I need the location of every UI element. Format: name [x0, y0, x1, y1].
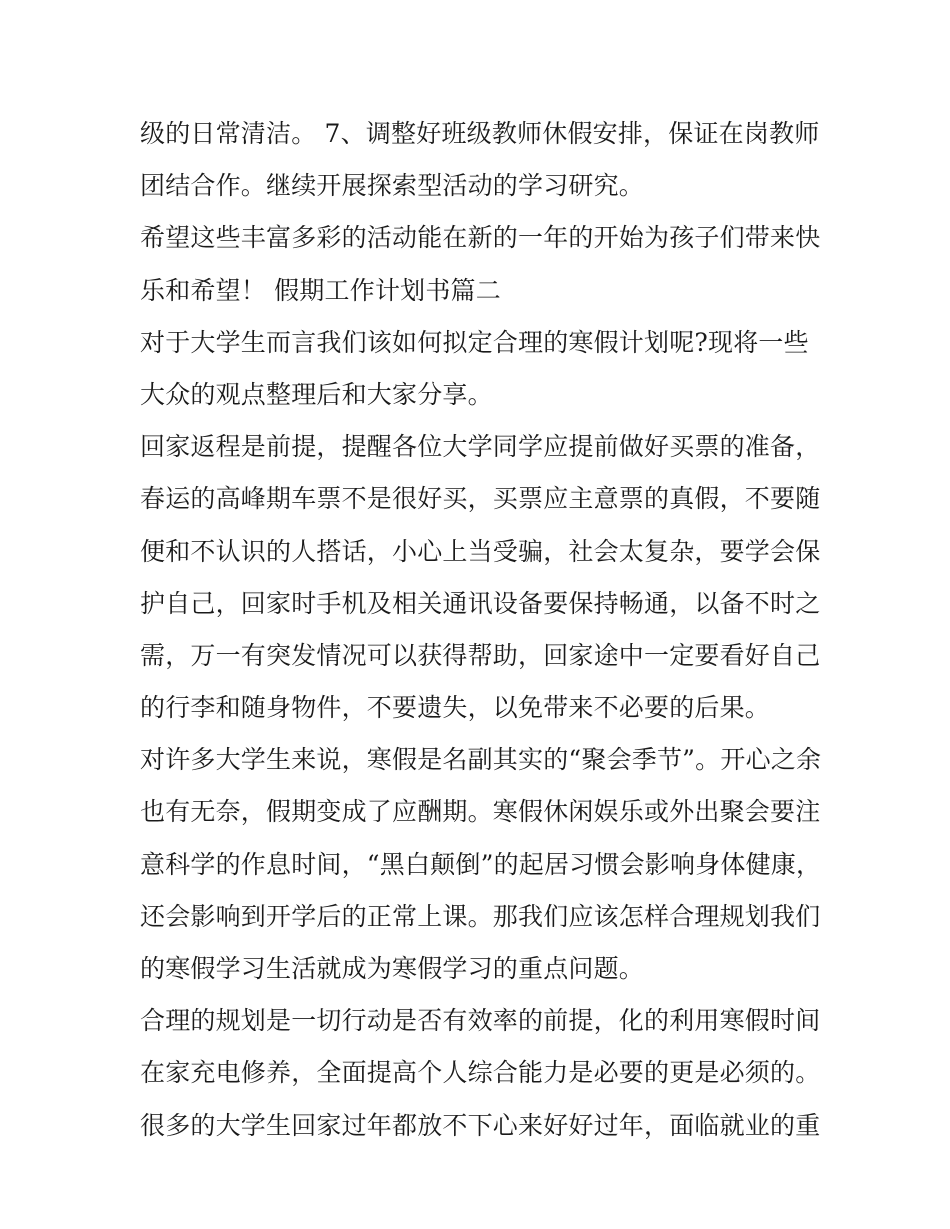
- text-line: 也有无奈，假期变成了应酬期。寒假休闲娱乐或外出聚会要注: [140, 797, 821, 827]
- text-line: 希望这些丰富多彩的活动能在新的一年的开始为孩子们带来快: [140, 223, 821, 253]
- text-line: 需，万一有突发情况可以获得帮助，回家途中一定要看好自己: [140, 640, 821, 670]
- text-line: 在家充电修养，全面提高个人综合能力是必要的更是必须的。: [140, 1058, 821, 1088]
- body-text: [140, 108, 830, 1152]
- text-line: 对许多大学生来说，寒假是名副其实的“聚会季节”。开心之余: [140, 745, 822, 775]
- text-line: 级的日常清洁。 7、调整好班级教师休假安排，保证在岗教师: [140, 119, 820, 148]
- text-line: 大众的观点整理后和大家分享。: [140, 379, 493, 409]
- text-line: 还会影响到开学后的正常上课。那我们应该怎样合理规划我们: [140, 901, 821, 931]
- text-line: 的寒假学习生活就成为寒假学习的重点问题。: [140, 954, 645, 983]
- text-line: 对于大学生而言我们该如何拟定合理的寒假计划呢?现将一些: [140, 327, 809, 357]
- text-line: 意科学的作息时间，“黑白颠倒”的起居习惯会影响身体健康，: [140, 849, 822, 879]
- text-line: 护自己，回家时手机及相关通讯设备要保持畅通，以备不时之: [140, 588, 821, 618]
- text-line: 春运的高峰期车票不是很好买，买票应主意票的真假，不要随: [140, 484, 821, 514]
- text-line: 很多的大学生回家过年都放不下心来好好过年，面临就业的重: [140, 1110, 821, 1140]
- text-line: 便和不认识的人搭话，小心上当受骗，社会太复杂，要学会保: [140, 536, 821, 566]
- text-line: 的行李和随身物件，不要遗失，以免带来不必要的后果。: [140, 693, 771, 723]
- text-line: 回家返程是前提，提醒各位大学同学应提前做好买票的准备，: [140, 432, 821, 462]
- text-line: 乐和希望！ 假期工作计划书篇二: [140, 275, 501, 305]
- text-line: 团结合作。继续开展探索型活动的学习研究。: [140, 171, 645, 201]
- text-line: 合理的规划是一切行动是否有效率的前提，化的利用寒假时间: [140, 1006, 821, 1036]
